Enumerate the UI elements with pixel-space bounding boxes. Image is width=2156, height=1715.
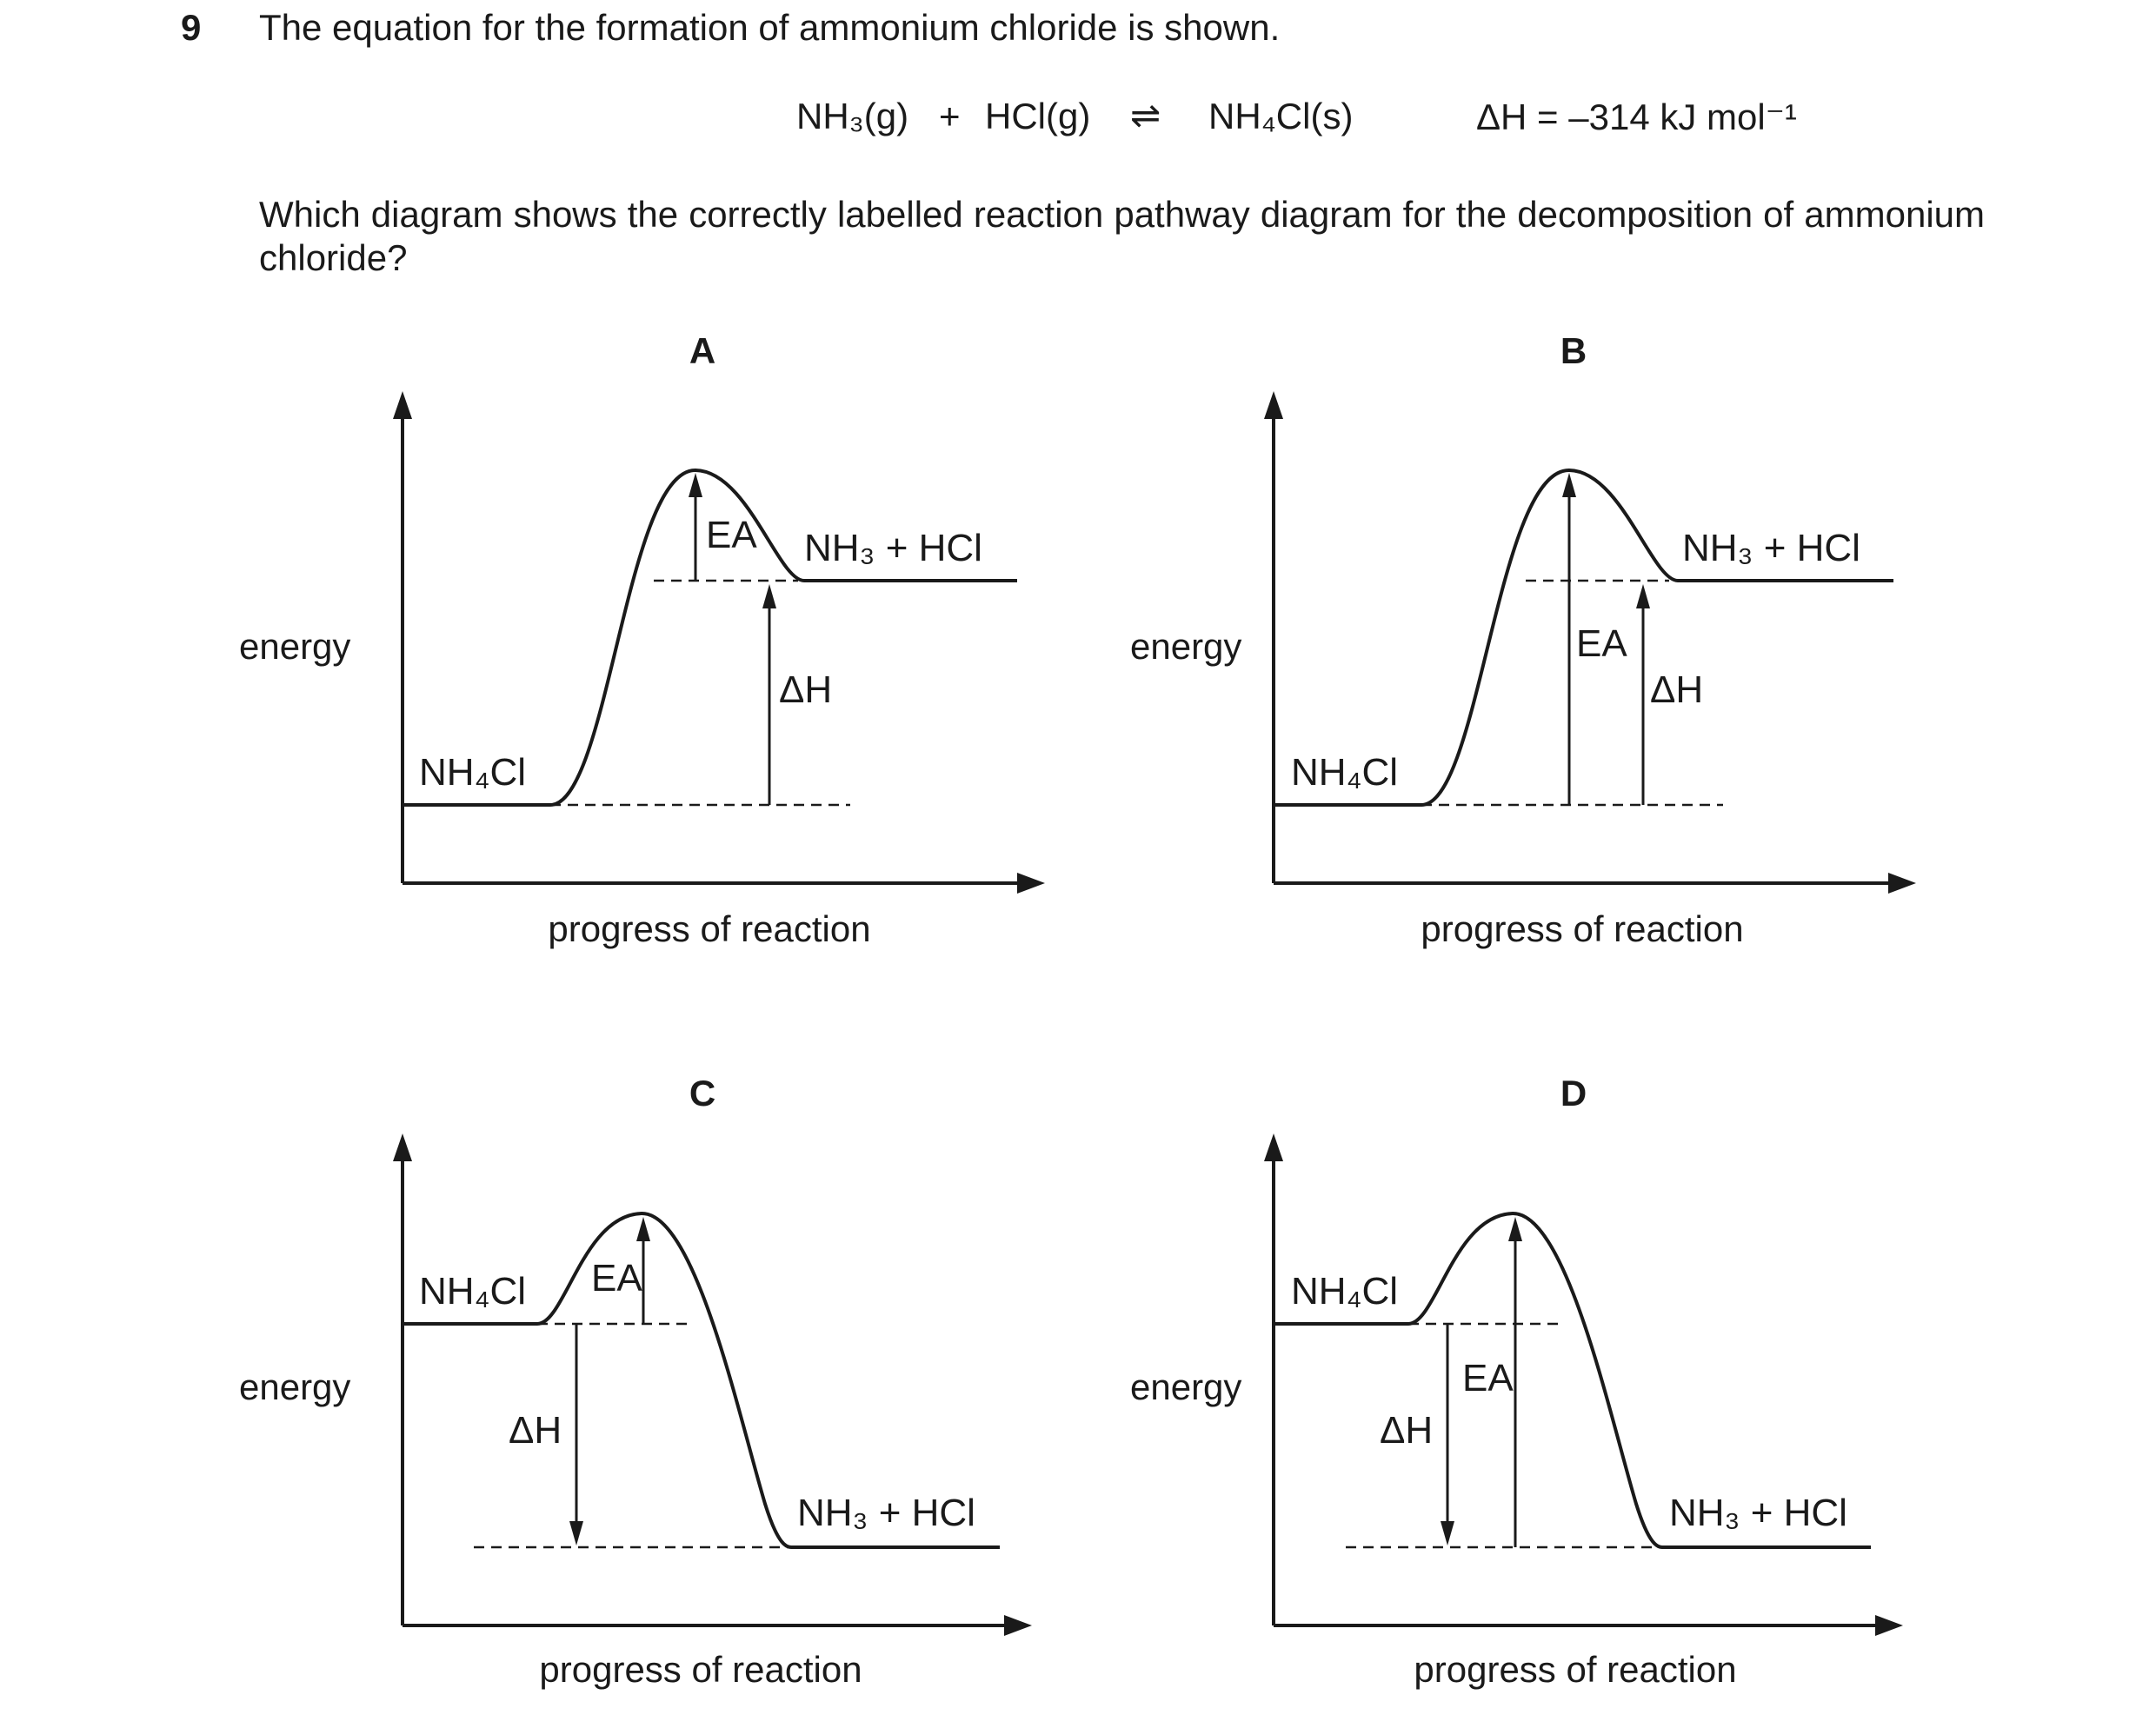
activation-energy-label: EA [1576, 622, 1627, 665]
equation-product: NH₄Cl(s) [1208, 96, 1354, 136]
equation-reactant-1: NH₃(g) [796, 96, 909, 136]
enthalpy-label: ΔH [779, 668, 833, 711]
activation-energy-label: EA [1462, 1357, 1514, 1399]
enthalpy-label: ΔH [509, 1409, 562, 1452]
y-axis-label: energy [239, 626, 351, 667]
y-axis-label: energy [239, 1366, 351, 1407]
reactant-label: NH₄Cl [1291, 1270, 1399, 1313]
products-label: NH₃ + HCl [1669, 1492, 1847, 1534]
equation-reactant-2: HCl(g) [985, 96, 1091, 136]
activation-energy-label: EA [591, 1257, 642, 1300]
products-label: NH₃ + HCl [797, 1492, 975, 1534]
option-letter-d: D [1560, 1073, 1587, 1113]
x-axis-label: progress of reaction [1421, 908, 1744, 949]
question-prompt: Which diagram shows the correctly labelled reaction pathway diagram for the decomposition of ammonium chloride? [259, 194, 1985, 278]
option-letter-c: C [689, 1073, 716, 1113]
x-axis-label: progress of reaction [548, 908, 871, 949]
equilibrium-arrow: ⇌ [1130, 95, 1161, 136]
question-number: 9 [181, 7, 202, 48]
diagram-a[interactable] [239, 330, 1045, 949]
products-label: NH₃ + HCl [1682, 527, 1860, 569]
activation-energy-label: EA [706, 514, 757, 556]
enthalpy-value: ΔH = –314 kJ mol⁻¹ [1476, 96, 1797, 137]
reactant-label: NH₄Cl [419, 751, 527, 794]
option-letter-a: A [689, 330, 716, 371]
reactant-label: NH₄Cl [419, 1270, 527, 1313]
reactant-label: NH₄Cl [1291, 751, 1399, 794]
question-intro: The equation for the formation of ammonium chloride is shown. [259, 7, 1281, 48]
x-axis-label: progress of reaction [1414, 1649, 1737, 1690]
diagram-d[interactable] [1130, 1073, 1903, 1690]
option-letter-b: B [1560, 330, 1587, 371]
y-axis-label: energy [1130, 1366, 1242, 1407]
diagram-c[interactable] [239, 1073, 1032, 1690]
y-axis-label: energy [1130, 626, 1242, 667]
equation-plus: + [939, 96, 961, 136]
x-axis-label: progress of reaction [539, 1649, 862, 1690]
enthalpy-label: ΔH [1380, 1409, 1434, 1452]
diagram-b[interactable] [1130, 330, 1916, 949]
products-label: NH₃ + HCl [804, 527, 982, 569]
enthalpy-label: ΔH [1650, 668, 1704, 711]
